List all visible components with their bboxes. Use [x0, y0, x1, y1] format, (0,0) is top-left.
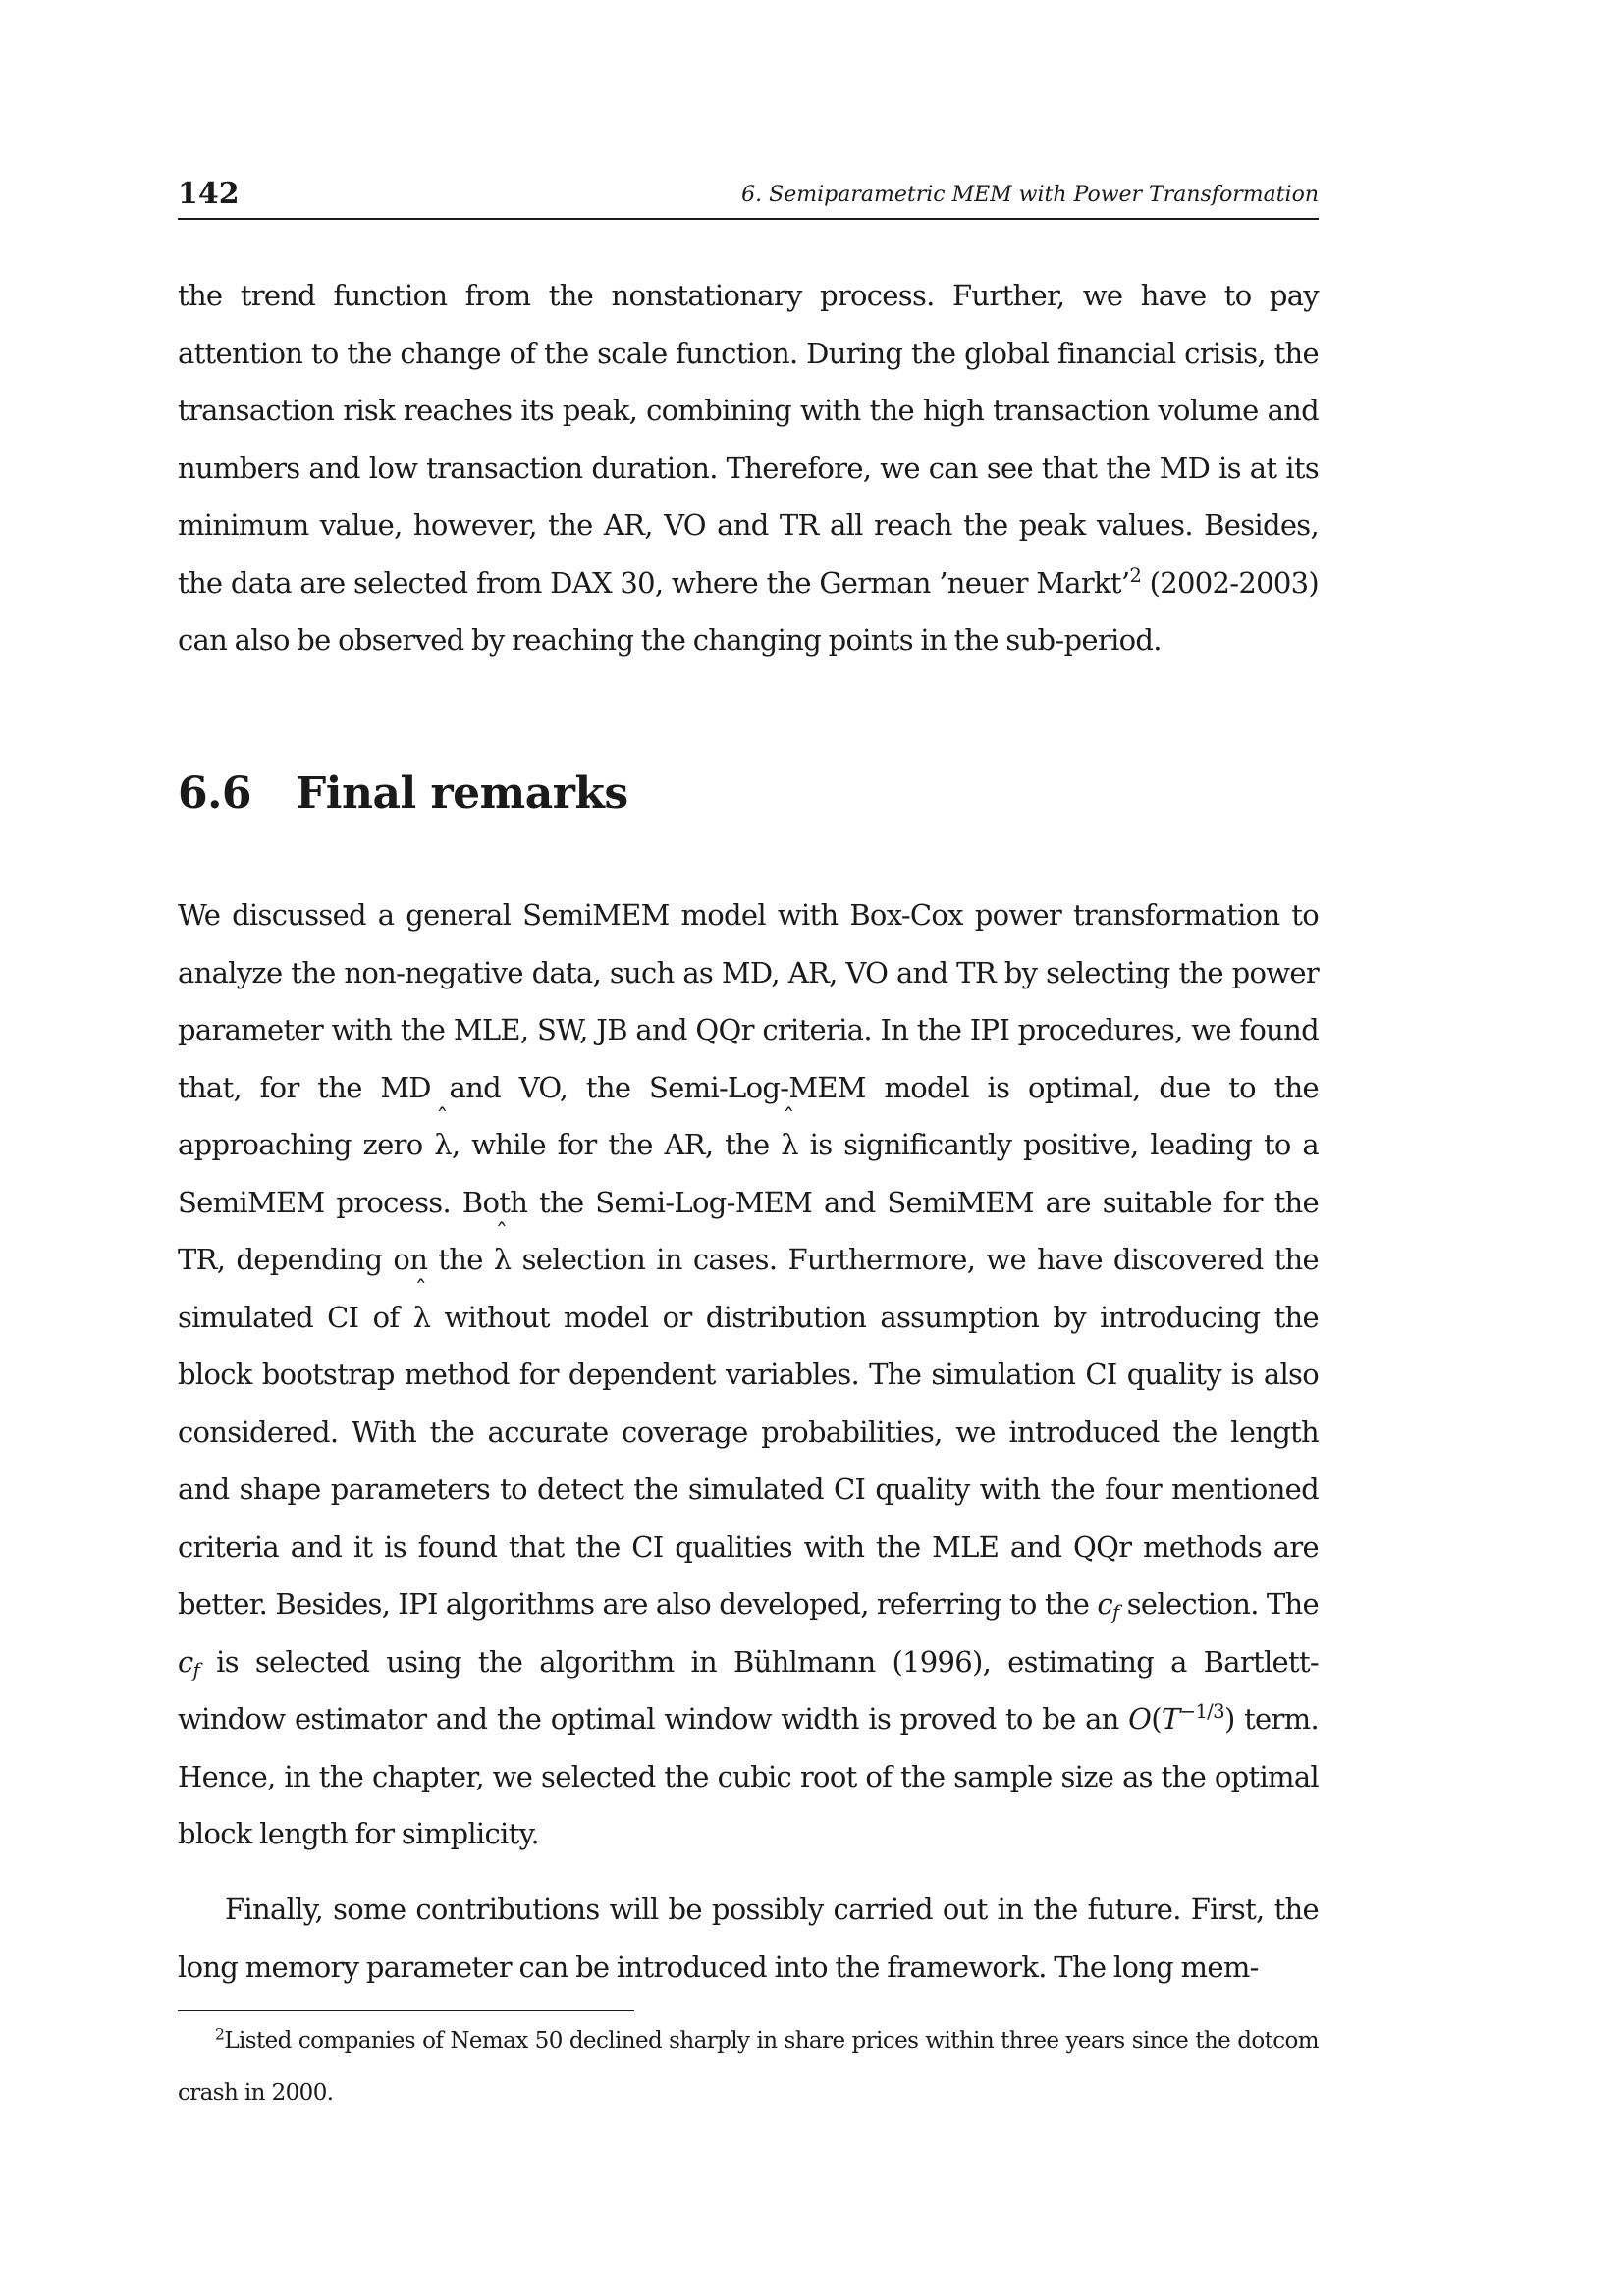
t-symbol: T: [1161, 1702, 1180, 1735]
text-segment: is selected using the algorithm in Bühlmann (1996), estimating a Bartlett-window estimator and the optimal window width is proved to be an: [178, 1644, 1319, 1735]
text-segment: selection in cases. Furthermore, we have discovered the simulated CI of: [178, 1243, 1319, 1334]
section-number: 6.6: [178, 769, 252, 819]
text-segment: , while for the AR, the: [451, 1128, 782, 1161]
lambda-hat-symbol: ˆ λ: [781, 1116, 798, 1174]
paragraph-intro-text-b: (2002-2003) can also be observed by reaching the changing points in the sub-period.: [178, 565, 1319, 657]
cf-subscript: f: [1111, 1600, 1119, 1624]
paren-close: ): [1223, 1702, 1235, 1735]
lambda-hat-symbol: ˆ λ: [413, 1289, 431, 1347]
chapter-title: 6. Semiparametric MEM with Power Transformation: [741, 183, 1319, 207]
text-segment: is significantly positive, leading to a SemiMEM process. Both the Semi-Log-MEM and SemiMEM are suitable for the TR, depending on the: [178, 1128, 1319, 1276]
footnote-text: Listed companies of Nemax 50 declined sharply in share prices within three years since the dotcom crash in 2000.: [178, 2028, 1319, 2106]
paren-open: (: [1151, 1702, 1162, 1735]
paragraph-intro-text-a: the trend function from the nonstationary process. Further, we have to pay attention to the change of the scale function. During the global financial crisis, the transaction risk reaches its peak, combining with the high transaction volume and numbers and low transaction duration. Therefore, we can see that the MD is at its minimum value, however, the AR, VO and TR all reach the peak values. Besides, the data are selected from DAX 30, where the German ’neuer Markt’: [178, 279, 1319, 600]
page: [178, 0, 1319, 2296]
text-segment: We discussed a general SemiMEM model with Box-Cox power transformation to analyze the non-negative data, such as MD, AR, VO and TR by selecting the power parameter with the MLE, SW, JB and QQr criteria. In the IPI procedures, we found that, for the MD and VO, the Semi-Log-MEM model is optimal, due to the approaching zero: [178, 898, 1319, 1161]
text-segment: term. Hence, in the chapter, we selected the cubic root of the sample size as the optimal block length for simplicity.: [178, 1702, 1319, 1850]
lambda-hat-symbol: ˆ λ: [434, 1116, 452, 1174]
text-segment: without model or distribution assumption by introducing the block bootstrap method for dependent variables. The simulation CI quality is also considered. With the accurate coverage probabilities, we introduced the length and shape parameters to detect the simulated CI quality with the four mentioned criteria and it is found that the CI qualities with the MLE and QQr methods are better. Besides, IPI algorithms are also developed, referring to the: [178, 1300, 1320, 1621]
section-heading: [178, 769, 628, 819]
footnote-rule: [178, 2010, 634, 2011]
t-exponent: −1/3: [1179, 1700, 1224, 1724]
paragraph-future-work: Finally, some contributions will be possibly carried out in the future. First, the long memory parameter can be introduced into the framework. The long mem-: [178, 1893, 1319, 1984]
text-segment: selection. The: [1118, 1587, 1319, 1621]
footnote-mark: 2: [215, 2024, 225, 2044]
cf-subscript: f: [192, 1658, 200, 1682]
lambda-hat-symbol: ˆ λ: [494, 1231, 512, 1289]
footnote: [178, 2015, 1319, 2119]
running-header: [178, 175, 1319, 220]
section-title: Final remarks: [296, 769, 628, 819]
paragraph-final-remarks: [178, 886, 1319, 1863]
big-o-symbol: O: [1128, 1702, 1152, 1735]
page-number: 142: [178, 177, 240, 211]
cf-base: c: [1097, 1587, 1112, 1621]
footnote-reference[interactable]: 2: [1129, 563, 1142, 587]
paragraph-intro: [178, 267, 1319, 669]
cf-base: c: [178, 1644, 193, 1679]
cf-symbol: [178, 1644, 200, 1682]
cf-symbol: [1097, 1587, 1119, 1624]
